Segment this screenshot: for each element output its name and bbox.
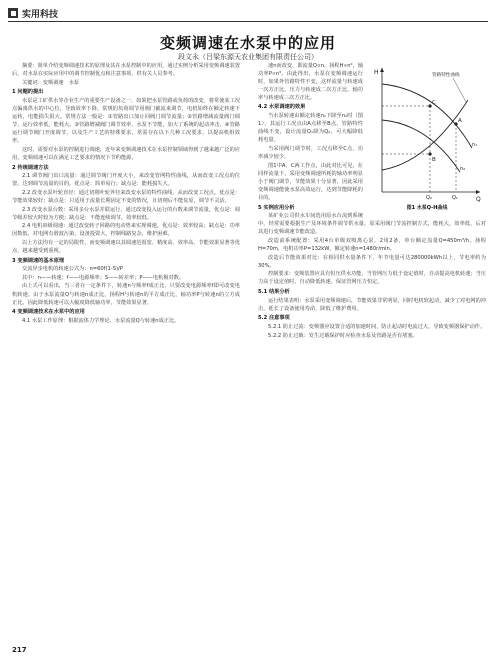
label-b: B	[432, 157, 436, 163]
body-paragraph: 摘要：简单介绍变频调速技术的原理及其在水泵控制中的应用，通过实例分析采用变频调速装置后，对水泵在实际应用中的调节控制优点和注意事项，供有关人员参考。	[12, 63, 240, 78]
section-label: 实用科技	[22, 9, 59, 20]
section-heading: 5.2 注意事项	[258, 315, 290, 322]
label-c: C	[432, 100, 436, 106]
body-paragraph: 2.3 改变水泵台数：采用多台水泵并联运行，通过改变投入运行的台数来调节流量，优点是：调节级差较大时较为方便；缺点是：不能连续调节，效率较低。	[12, 206, 240, 221]
body-paragraph: 改造后节能效果对比：在相同供水量条件下，年节电量可达280000kWh以上，节电率约为30%。	[258, 254, 486, 269]
pipe-leader	[453, 78, 466, 102]
label-q2: Q₂	[426, 195, 432, 201]
header-divider	[8, 21, 488, 22]
label-pipe: 管路特性曲线	[432, 73, 460, 78]
body-paragraph: 当采用阀门调节时，工况点移至C点，功率减少较少。	[258, 145, 363, 161]
body-paragraph: 某矿业公司供水车间选用原水台流到系统中，经常需要根据生产及环境条件调节供水量，原采用阀门节流控制方式，能耗大，效率低，后对其进行变频调速节能改造。	[258, 213, 486, 236]
body-paragraph: 2.1 调节阀门出口流量：通过调节阀门开度大小，来改变管网特性曲线，从而改变工况点的位置，达到调节流量的目的。优点是：简单易行；缺点是：能耗损失大。	[12, 173, 240, 188]
body-paragraph: 速n而改变，即流量Q∝n，扬程H∝n²，轴功率P∝n³。由此得出，水泵在变频调速运行时，如果外管路特性不变，这样流量与转速成一次方正比，压力与转速成二次方正比，轴功率与转速成三次方正比。	[258, 63, 363, 102]
page-number: 217	[12, 646, 27, 654]
body-paragraph: 2.2 改变水泵叶轮直径：通过切削叶轮外径来改变水泵的特性曲线，从而改变工况点。优点是：节能效果较好；缺点是：只适用于流量长期固定不变的情况，且切削后不能复原，调节不灵活。	[12, 189, 240, 204]
qh-curve-chart	[368, 62, 486, 204]
section-heading: 2 传统调速方法	[12, 164, 49, 171]
y-axis-label: H	[374, 69, 379, 76]
body-paragraph: 5.2.1 防止过流：变频器应设置合适的加速时间，防止起动时电流过大，导致变频器保护动作。	[268, 323, 486, 330]
body-paragraph: 当水泵转速由额定转速n₁下降至n₂时（图1），其运行工况点由A点移至B点，管路特性曲线不变，设计流量Q₁降为Q₂，可大幅降低耗电量。	[258, 113, 363, 144]
section-heading: 1 问题的提出	[12, 89, 44, 96]
pump-curve-n2	[382, 120, 460, 172]
x-axis-label: Q	[476, 196, 481, 203]
body-paragraph: 5.2.2 防止过载：发生过载保护时应检查水泵及管路是否有堵塞。	[268, 332, 418, 339]
y-axis-arrow-icon	[380, 68, 384, 72]
body-paragraph: 图1中A、C两工作点，由此对比可见，在同样流量下，采用变频调速所耗的轴功率明显小于阀门调节，节能效果十分显著，因此采用变频调速能使水泵高效运行，达到节能降耗的目的。	[258, 162, 363, 201]
section-heading: 5 实例应用分析	[258, 204, 295, 211]
body-paragraph: 其中：n——转速；f——电源频率；S——转差率；P——电机极对数。	[22, 274, 184, 281]
subsection-heading: 4.2 水泵调速的效果	[258, 104, 306, 111]
pump-curve-n1	[382, 84, 472, 148]
section-heading: 3 变频调速的基本原理	[12, 257, 65, 264]
body-paragraph: 水泵是工矿供水等企业生产的重要生产设备之一，如果把水泵管路或负荷的改变、将常使某工况点偏离供水的中心位，导致效率下降。常规的负荷调节用阀门截流来调节，电机始终在额定转速下运转，电能损失很大。常规方法一般是：①管路出口加止回阀门调节流量；②管路增减流量阀门调节，运行效率低，能耗大。③管路增减阀门调节效率，水泵不节能，加大了系统的起动冲击，④管路运行调节阀门开度调节，以及生产工艺的特殊要求，常需存在以下几种工况要求，以提高机组效率。	[12, 97, 240, 145]
body-paragraph: 控制要求：变频装置应具有恒压供水功能，当管网压力低于设定值时，自动提高电机转速；当压力高于设定值时，自动降低转速，保证管网压力恒定。	[258, 271, 486, 286]
x-axis-arrow-icon	[476, 190, 480, 194]
right-column	[258, 62, 486, 340]
figure-caption: 图1 水泵Q-H曲线	[406, 205, 448, 211]
body-paragraph: 关键词：变频调速 水泵	[22, 79, 80, 86]
section-header	[8, 6, 58, 20]
body-paragraph: 由上式可以看出，当三者在一定条件下，转速n与频率f成正比，只要改变电源频率f即可改变电机转速。由于水泵流量Q与转速n成正比，扬程H与转速n的平方成正比，轴功率P与转速n的立方成正比，因此降低转速可以大幅度降低轴功率，节能效果显著。	[12, 283, 240, 306]
body-paragraph: 4.1 水泵工作原理：根据流体力学理论，水泵流量Q与转速n成正比。	[22, 317, 180, 324]
body-paragraph: 改造前系统配置：采用4台单级双吸离心泵，2用2备，单台额定流量Q=450m³/h，扬程H=70m，电机功率P=132kW，额定转速n=1480r/min。	[258, 237, 486, 253]
body-paragraph: 2.4 电机串级调速：通过改变转子回路的电动势来实现调速，优点是：效率较高；缺点是：功率因数低，对电网有谐波污染，设备投资大，控制线路复杂，维护困难。	[12, 223, 240, 238]
body-paragraph: 以上方法均有一定的局限性，而变频调速以其调速范围宽、精度高、效率高、节能效果显著等优点，越来越受到重视。	[12, 239, 240, 255]
label-q1: Q₁	[452, 195, 458, 201]
qh-curve-figure	[368, 62, 486, 212]
label-n1: n₁	[472, 142, 478, 148]
label-n2: n₂	[460, 166, 466, 172]
label-a: A	[458, 118, 462, 124]
author-byline: 段文永（吕梁东源天农业集团有限责任公司）	[178, 53, 318, 61]
section-square-icon	[8, 8, 18, 18]
body-paragraph: 运行结果表明：水泵采用变频调速后，节能效果非常明显，同时电机软起动，减少了对电网的冲击，延长了设备使用寿命，降低了维护费用。	[258, 297, 486, 312]
body-paragraph: 这时，需要对水泵的控制进行调速，近年来变频调速技术在水泵控制领域得到了越来越广泛的应用，变频调速可以在满足工艺要求的情况下节约能源。	[12, 146, 240, 162]
body-paragraph: 交流异步电机的转速公式为：n=60f(1-S)/P	[22, 266, 123, 273]
article-title: 变频调速在水泵中的应用	[159, 34, 336, 52]
left-column	[12, 62, 240, 325]
section-heading: 4 变频调速技术在水泵中的应用	[12, 309, 85, 316]
section-heading: 5.1 结果分析	[258, 289, 290, 296]
